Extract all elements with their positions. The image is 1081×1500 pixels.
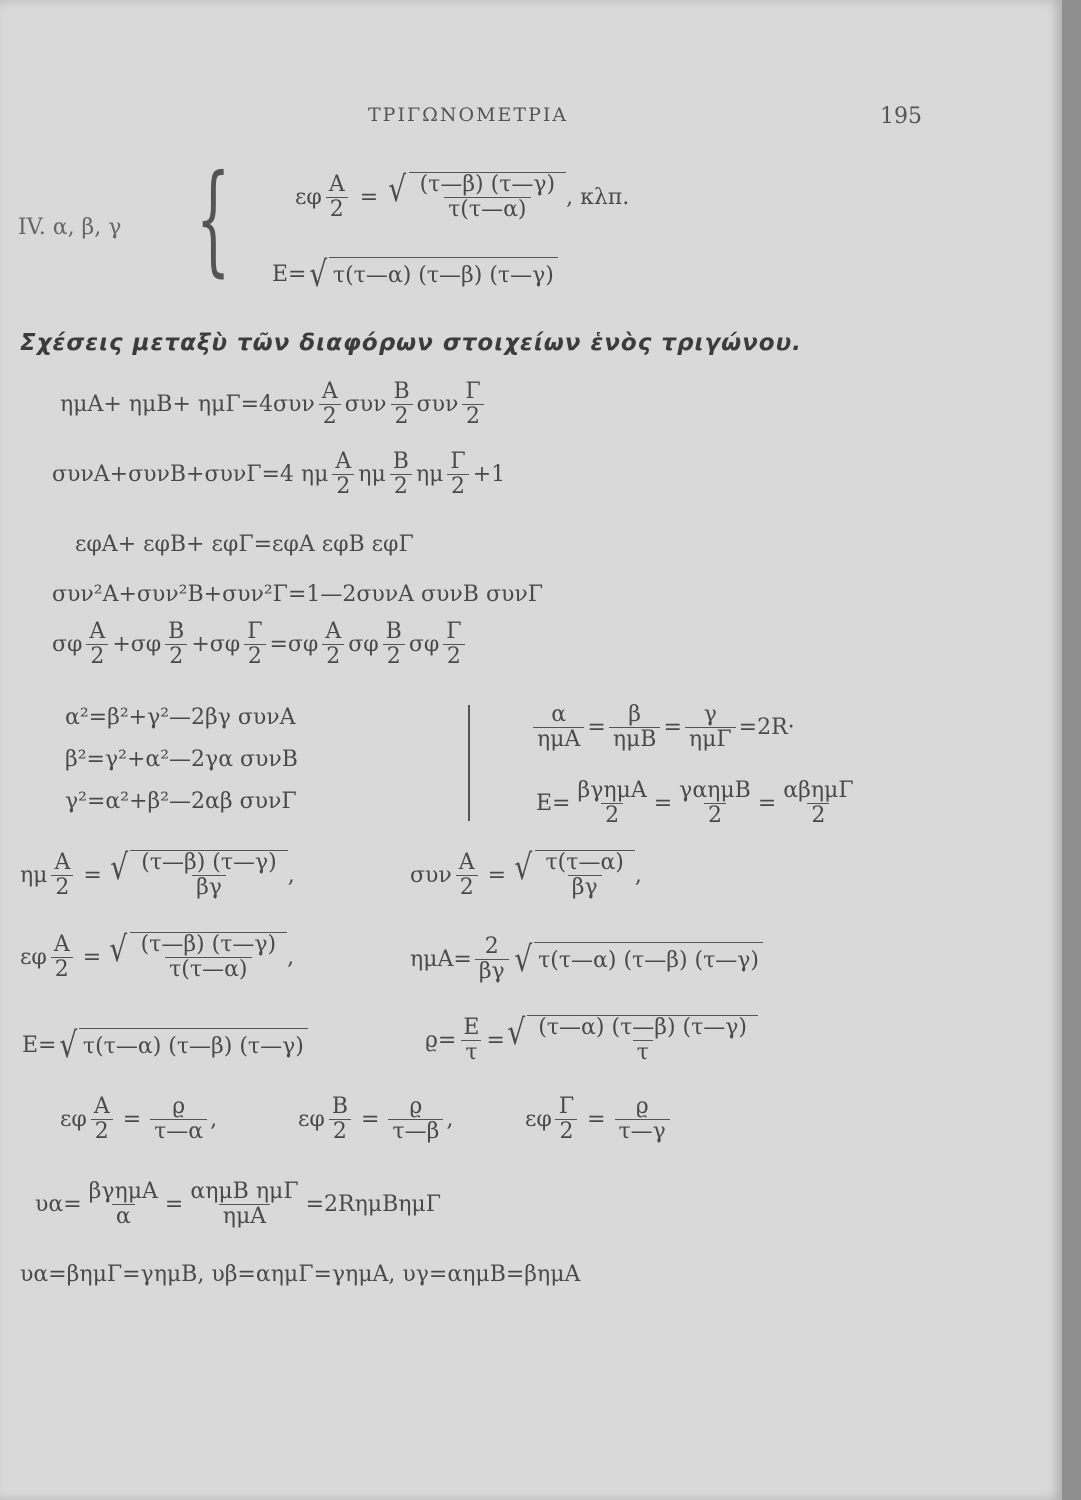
hs-den: βγ	[192, 875, 226, 900]
h-d1: α	[112, 1204, 135, 1229]
as-n2: γαημB	[679, 778, 751, 803]
area-sqrt: √ τ(τ—α) (τ—β) (τ—γ)	[307, 257, 558, 292]
hc-num: τ(τ—α)	[545, 850, 624, 875]
tr0-lhs: εφ	[60, 1107, 87, 1133]
sl-hc: ημΓ	[685, 727, 736, 752]
ht-den: τ(τ—α)	[165, 957, 251, 982]
h-n1: βγημA	[88, 1179, 158, 1204]
f2-c: Γ	[450, 449, 466, 474]
column-divider	[468, 705, 470, 821]
f5-p4: =σφ	[269, 632, 319, 658]
rho-eq: =	[486, 1027, 505, 1053]
f2-tail: +1	[472, 462, 506, 488]
f2-a: A	[335, 449, 352, 474]
running-header: ΤΡΙΓΩΝΟΜΕΤΡΙΑ	[368, 104, 569, 126]
f1-mid2: συν	[416, 392, 459, 418]
area-sine-formula	[536, 779, 861, 828]
sum-of-sines-formula	[60, 380, 488, 429]
tr2-lhs: εφ	[525, 1107, 552, 1133]
tan-half-b-rho-formula: εφ $\frac{B}{2}$ = $\frac{ϱ}{\tau—\beta}$ ,	[298, 1094, 454, 1145]
as-eq2: =	[757, 791, 777, 817]
tr2-den: τ—γ	[615, 1119, 670, 1144]
h-tail: =2RημBημΓ	[305, 1192, 441, 1218]
left-brace: {	[196, 150, 231, 289]
sum-of-squared-cosines-formula: συν²A+συν²B+συν²Γ=1—2συνA συνB συνΓ	[52, 582, 543, 607]
tr1-two: 2	[329, 1119, 351, 1144]
cosine-law-a: α²=β²+γ²—2βγ συνA	[65, 705, 296, 730]
f5-two-e: 2	[383, 644, 405, 669]
tr1-den: τ—β	[388, 1119, 443, 1144]
f1-two-c: 2	[462, 404, 484, 429]
area-radicand: τ(τ—α) (τ—β) (τ—γ)	[329, 257, 558, 292]
cosine-law-b: β²=γ²+α²—2γα συνB	[65, 747, 298, 772]
half-angle-fraction	[325, 173, 349, 222]
f2-two-c: 2	[447, 474, 469, 499]
radicand-den: τ(τ—α)	[444, 197, 530, 222]
f5-p2: +σφ	[112, 632, 162, 658]
half-angle-tangent-formula: εφ $\frac{A}{2}$ = √ $\frac{(\tau—\beta) (\tau—\gamma)}{\tau(\tau—\alpha)}$ ,	[20, 929, 295, 983]
sum-of-cosines-formula	[52, 450, 505, 499]
f1-c: Γ	[465, 379, 481, 404]
hs-num: (τ—β) (τ—γ)	[141, 850, 277, 875]
tr1-lhs: εφ	[298, 1107, 325, 1133]
hc-two: 2	[456, 875, 478, 900]
f5-p5: σφ	[348, 632, 379, 658]
as-d1: 2	[601, 803, 623, 828]
sine-from-sides-formula: ημA= $\frac{2}{\beta\gamma}$ √ τ(τ—α) (τ—β) (τ—γ)	[410, 935, 763, 984]
area-lhs: E=	[272, 262, 307, 288]
f5-two-b: 2	[165, 644, 187, 669]
rho-lhs: ϱ=	[425, 1027, 457, 1053]
h-n2: αημB ημΓ	[190, 1179, 299, 1204]
f5-two: 2	[86, 644, 108, 669]
f5-p1: σφ	[52, 632, 83, 658]
as-d2: 2	[704, 803, 726, 828]
tr2-two: 2	[555, 1119, 577, 1144]
tr1-a: B	[331, 1094, 348, 1119]
tr0-den: τ—α	[150, 1119, 207, 1144]
heron-formula: E= √ τ(τ—α) (τ—β) (τ—γ)	[22, 1028, 308, 1063]
case-iv-label: IV. α, β, γ	[18, 215, 122, 240]
rho-num: E	[463, 1014, 480, 1040]
f5-two-f: 2	[443, 644, 465, 669]
sa-rad: τ(τ—α) (τ—β) (τ—γ)	[534, 942, 763, 977]
inradius-formula: ϱ= $\frac{E}{\tau}$ = √ $\frac{(\tau—\alpha) (\tau—\beta) (\tau—\gamma)}{\tau}$	[425, 1015, 758, 1065]
ht-two: 2	[51, 957, 73, 982]
radicand-num: (τ—β) (τ—γ)	[419, 172, 556, 197]
sum-of-cotangents-formula	[52, 620, 469, 669]
f2-two-b: 2	[390, 474, 412, 499]
he-rad: τ(τ—α) (τ—β) (τ—γ)	[79, 1028, 308, 1063]
f5-two-c: 2	[244, 644, 266, 669]
sqrt-radical: √ $\frac{(\tau—\beta) (\tau—\gamma)}{\tau(\tau—\alpha)}$	[386, 172, 566, 222]
f2-mid2: ημ	[415, 462, 444, 488]
f1-mid1: συν	[344, 392, 387, 418]
sa-lhs: ημA=	[410, 947, 472, 973]
hc-a: A	[458, 849, 475, 875]
f5-b: B	[168, 619, 185, 644]
f1-a: A	[321, 379, 338, 404]
f1-b: B	[393, 379, 410, 404]
f5-a2: A	[325, 619, 342, 644]
tr0-two: 2	[91, 1119, 113, 1144]
f5-two-d: 2	[322, 644, 344, 669]
tr1-num: ϱ	[409, 1094, 423, 1119]
case-iv-tan-formula: εφ $\frac{A}{2}$ = √ $\frac{(\tau—\beta) (\tau—\gamma)}{\tau(\tau—\alpha)}$ , κλπ.	[295, 169, 630, 223]
f5-p3: +σφ	[191, 632, 241, 658]
tr0-num: ϱ	[172, 1094, 186, 1119]
h-d2: ημA	[219, 1204, 270, 1229]
as-d3: 2	[807, 803, 829, 828]
sum-of-tangents-formula: εφA+ εφB+ εφΓ=εφA εφB εφΓ	[75, 532, 414, 557]
f5-c2: Γ	[446, 619, 462, 644]
as-eq1: =	[653, 791, 673, 817]
sl-a: α	[551, 702, 567, 727]
ht-comma: ,	[287, 944, 295, 970]
f2-lhs: συνA+συνB+συνΓ=4 ημ	[52, 462, 329, 488]
tan-half-a-rho-formula: εφ $\frac{A}{2}$ = $\frac{ϱ}{\tau—\alpha}$ ,	[60, 1094, 218, 1145]
half-angle-sine-formula: ημ $\frac{A}{2}$ = √ $\frac{(\tau—\beta) (\tau—\gamma)}{\beta\gamma}$ ,	[20, 847, 295, 901]
altitudes-line: υα=βημΓ=γημB, υβ=αημΓ=γημA, υγ=αημB=βημA	[20, 1262, 581, 1287]
tan-label: εφ	[295, 184, 322, 210]
f5-p6: σφ	[408, 632, 440, 658]
tr0-a: A	[93, 1094, 110, 1119]
hs-a: A	[54, 849, 71, 875]
hc-comma: ,	[634, 862, 642, 888]
tr2-num: ϱ	[635, 1094, 649, 1119]
tr1-comma: ,	[446, 1107, 454, 1133]
cosine-law-c: γ²=α²+β²—2αβ συνΓ	[65, 789, 297, 814]
ht-a: A	[53, 931, 70, 957]
hc-den: βγ	[568, 875, 602, 900]
hs-comma: ,	[287, 862, 295, 888]
sl-b: β	[628, 702, 641, 727]
f1-lhs: ημA+ ημB+ ημΓ=4συν	[60, 392, 315, 418]
page-number: 195	[880, 104, 922, 129]
sa-num: 2	[484, 934, 499, 959]
frac-den: 2	[326, 197, 348, 222]
sl-hb: ημB	[609, 727, 661, 752]
tr0-comma: ,	[210, 1107, 218, 1133]
ht-num: (τ—β) (τ—γ)	[140, 932, 277, 957]
sine-law-formula: $\frac{\alpha}{\text{ημA}}$ = $\frac{\beta}{\text{ημB}}$ = $\frac{\gamma}{\text{ημΓ}}$ =2R·	[530, 703, 795, 752]
h-lhs: υα=	[35, 1192, 82, 1218]
frac-num: A	[328, 171, 345, 197]
sl-c: γ	[703, 702, 717, 727]
as-n1: βγημA	[577, 778, 647, 803]
rho-den: τ	[461, 1040, 481, 1065]
rho-rad-num: (τ—α) (τ—β) (τ—γ)	[538, 1015, 748, 1040]
sa-den: βγ	[475, 959, 509, 984]
hs-lhs: ημ	[20, 862, 48, 888]
f5-c: Γ	[247, 619, 263, 644]
radicand-fraction	[416, 173, 560, 222]
as-n3: αβημΓ	[783, 778, 854, 803]
tr2-a: Γ	[558, 1094, 575, 1119]
sl-ha: ημA	[533, 727, 584, 752]
hc-lhs: συν	[410, 862, 452, 888]
he-lhs: E=	[22, 1033, 57, 1059]
as-lhs: E=	[536, 791, 571, 817]
f5-b2: B	[385, 619, 402, 644]
f2-two: 2	[332, 474, 354, 499]
rho-rad-den: τ	[633, 1040, 653, 1065]
tan-tail: , κλπ.	[566, 184, 630, 210]
hs-two: 2	[51, 875, 73, 900]
f5-a: A	[89, 619, 106, 644]
altitude-formula: υα= $\frac{\text{βγημA}}{\alpha}$ = $\frac{\text{αημB ημΓ}}{\text{ημA}}$ =2RημBημΓ	[35, 1179, 441, 1230]
f1-two-b: 2	[391, 404, 413, 429]
f2-mid1: ημ	[358, 462, 386, 488]
sl-tail: =2R·	[738, 715, 795, 741]
tan-half-c-rho-formula: εφ $\frac{\Gamma}{2}$ = $\frac{ϱ}{\tau—\gamma}$	[525, 1095, 673, 1144]
half-angle-cosine-formula: συν $\frac{A}{2}$ = √ $\frac{\tau(\tau—\alpha)}{\beta\gamma}$ ,	[410, 847, 642, 901]
f2-b: B	[392, 449, 409, 474]
case-iv-area-formula	[272, 254, 558, 295]
section-heading: Σχέσεις μεταξὺ τῶν διαφόρων στοιχείων ἑνὸς τριγώνου.	[20, 330, 802, 356]
f1-two: 2	[319, 404, 341, 429]
ht-lhs: εφ	[20, 944, 47, 970]
